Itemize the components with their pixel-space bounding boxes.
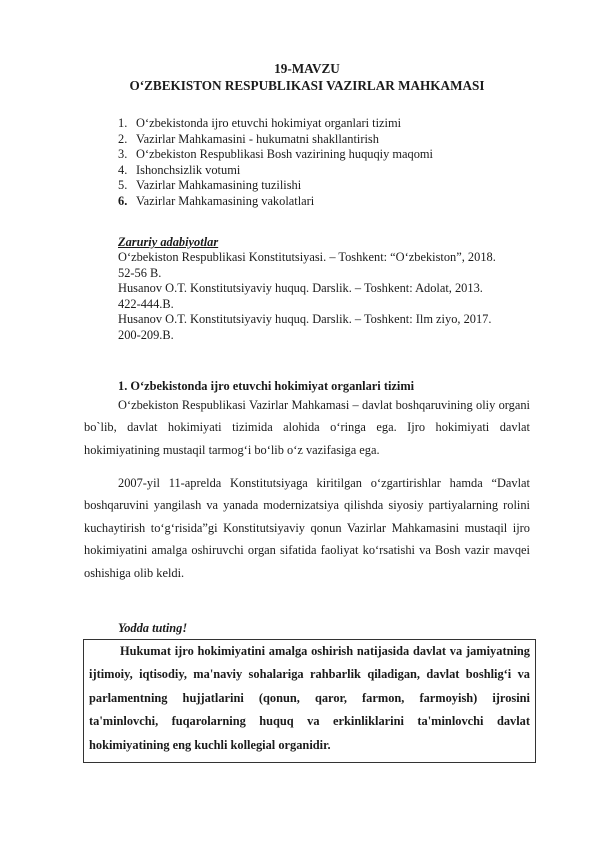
plan-item: 1. O‘zbekistonda ijro etuvchi hokimiyat organlari tizimi [118,116,402,130]
literature-line: Husanov O.T. Konstitutsiyaviy huquq. Darslik. – Toshkent: Ilm ziyo, 2017. [118,312,492,327]
remember-box [83,639,536,763]
topic-number: 19-MAVZU [274,61,340,76]
literature-line: 200-209.B. [118,327,174,342]
section-heading: 1. O‘zbekistonda ijro etuvchi hokimiyat organlari tizimi [118,379,415,393]
literature-line: 422-444.B. [118,296,174,311]
section-paragraph-1: O‘zbekiston Respublikasi Vazirlar Mahkamasi – davlat boshqaruvining oliy organi bo`lib, davlat hokimiyati tizimida alohida o‘ringa ega. Ijro hokimiyati davlat hokimiyatining mustaqil tarmog‘i bo‘lib o‘z vazifasiga ega. [84,398,530,457]
topic-plan-list [118,116,433,210]
literature-line: 52-56 B. [118,265,162,280]
remember-heading: Yodda tuting! [118,621,188,635]
plan-item: 5. Vazirlar Mahkamasining tuzilishi [118,178,302,193]
section-paragraph-2: 2007-yil 11-aprelda Konstitutsiyaga kiritilgan o‘zgartirishlar hamda “Davlat boshqaruvini yangilash va yanada modernizatsiya qilishda siyosiy partiyalarning rolini kuchaytirish to‘g‘risida”gi Konstitutsiyaviy qonun Vazirlar Mahkamasini mustaqil ijro hokimiyatini amalga oshiruvchi organ sifatida faoliyat ko‘rsatishi va Bosh vazir mavqei oshishiga olib keldi. [84,476,530,580]
plan-item: 3. O‘zbekiston Respublikasi Bosh vazirining huquqiy maqomi [118,147,434,162]
page-title: O‘ZBEKISTON RESPUBLIKASI VAZIRLAR MAHKAMASI [129,78,485,93]
plan-item: 4. Ishonchsizlik votumi [118,162,241,177]
literature-line: Husanov O.T. Konstitutsiyaviy huquq. Darslik. – Toshkent: Adolat, 2013. [118,281,483,296]
literature-line: O‘zbekiston Respublikasi Konstitutsiyasi. – Toshkent: “O‘zbekiston”, 2018. [118,250,496,264]
remember-text: Hukumat ijro hokimiyatini amalga oshirish natijasida davlat va jamiyatning ijtimoiy, iqtisodiy, ma'naviy sohalariga rahbarlik qiladigan, davlat boshlig‘i va parlamentning hujjatlarini (qonun, qaror, farmon, farmoyish) ijrosini ta'minlovchi, fuqarolarning huquq va erkinliklarini ta'minlovchi davlat hokimiyatining eng kuchli kollegial organidir. [89,644,530,752]
plan-item: 6. Vazirlar Mahkamasining vakolatlari [118,193,315,208]
literature-heading: Zaruriy adabiyotlar [118,235,219,249]
literature-list [118,250,548,344]
plan-item: 2. Vazirlar Mahkamasini - hukumatni shakllantirish [118,131,379,146]
